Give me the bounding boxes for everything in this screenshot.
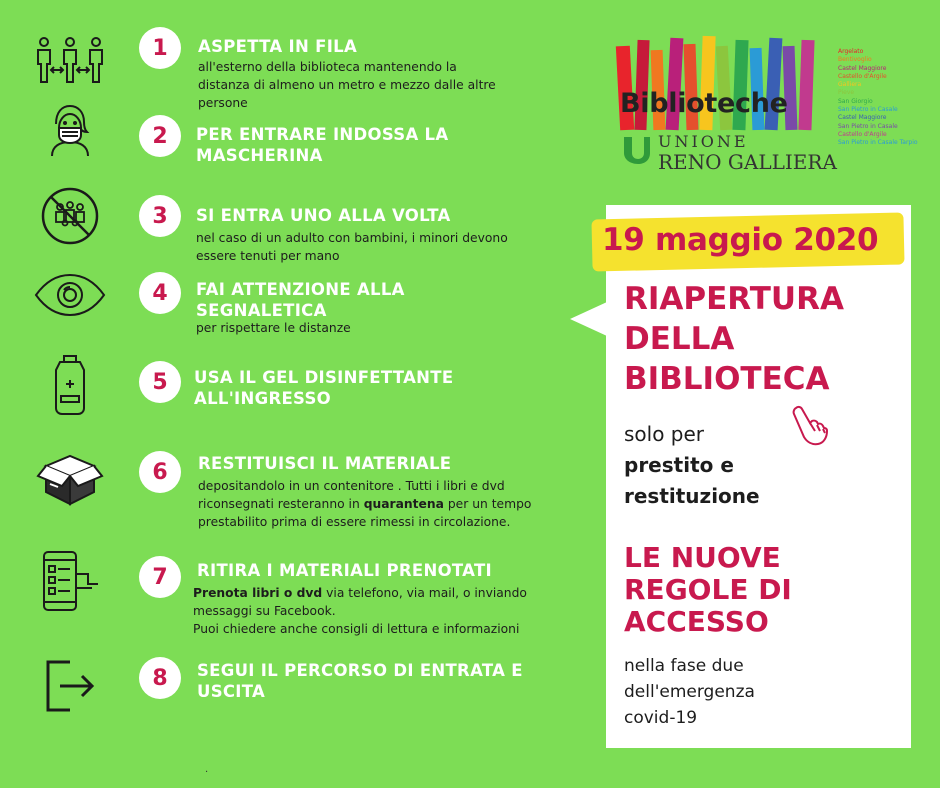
speech-bubble-tip xyxy=(570,302,607,336)
rule-title-6: RESTITUISCI IL MATERIALE xyxy=(198,454,452,473)
biblioteche-logo xyxy=(612,32,918,177)
card-heading2-line1: LE NUOVE xyxy=(624,541,781,574)
rule-desc-4: per rispettare le distanze xyxy=(196,321,351,335)
rule-number-5: 5 xyxy=(139,361,181,403)
municipality-list: Argelato Bentivoglio Castel Maggiore Castello d'Argile Galliera Pieve San Giorgio San Pietro in Casale Castel Maggiore San Pietro in Casale Castello d'Argile San Pietro in Casale Tarpio xyxy=(838,48,918,147)
exit-arrow-icon xyxy=(30,652,110,718)
rule-title-1: ASPETTA IN FILA xyxy=(198,37,358,56)
rule-title-8: SEGUI IL PERCORSO DI ENTRATA E USCITA xyxy=(197,661,523,701)
card-heading-line3: BIBLIOTECA xyxy=(624,361,830,397)
logo-brand-line1: UNIONE xyxy=(658,132,749,151)
rule-number-4: 4 xyxy=(139,272,181,314)
rule-number-7: 7 xyxy=(139,556,181,598)
queue-distance-icon xyxy=(30,28,110,94)
rule-desc-3: nel caso di un adulto con bambini, i minori devono essere tenuti per mano xyxy=(196,231,508,263)
logo-brand-line2: RENO GALLIERA xyxy=(658,150,837,174)
card-footer-line2: dell'emergenza xyxy=(624,682,755,702)
box-icon xyxy=(30,444,110,510)
rule-title-3: SI ENTRA UNO ALLA VOLTA xyxy=(196,206,451,225)
rule-title-2: PER ENTRARE INDOSSA LA MASCHERINA xyxy=(196,125,449,165)
eye-icon xyxy=(30,262,110,328)
rule-number-8: 8 xyxy=(139,657,181,699)
card-sub-bold2: restituzione xyxy=(624,484,760,508)
rule-number-1: 1 xyxy=(139,27,181,69)
rule-desc-1: all'esterno della biblioteca mantenendo la distanza di almeno un metro e mezzo dalle altre persone xyxy=(198,60,496,110)
card-footer-line1: nella fase due xyxy=(624,656,744,676)
rule-number-2: 2 xyxy=(139,115,181,157)
rule-title-4: FAI ATTENZIONE ALLA SEGNALETICA xyxy=(196,280,405,320)
card-heading2-line3: ACCESSO xyxy=(624,605,769,638)
stray-dot: . xyxy=(205,764,209,775)
unione-logo-mark xyxy=(622,135,652,165)
rule-desc-6: depositandolo in un contenitore . Tutti i libri e dvd riconsegnati resteranno in quarantena per un tempo prestabilito prima di essere rimessi in circolazione. xyxy=(198,479,532,529)
rule-number-3: 3 xyxy=(139,195,181,237)
no-crowd-icon xyxy=(30,183,110,249)
card-heading-line1: RIAPERTURA xyxy=(624,281,844,317)
pointing-hand-icon xyxy=(786,402,830,446)
card-sub-bold1: prestito e xyxy=(624,453,734,477)
rule-number-6: 6 xyxy=(139,451,181,493)
reopening-date: 19 maggio 2020 xyxy=(602,222,879,258)
rule-title-7: RITIRA I MATERIALI PRENOTATI xyxy=(197,561,492,580)
logo-title: Biblioteche xyxy=(620,88,788,119)
rule-title-5: USA IL GEL DISINFETTANTE ALL'INGRESSO xyxy=(194,368,454,408)
rule-desc-7: Prenota libri o dvd via telefono, via mail, o inviando messaggi su Facebook. Puoi chiedere anche consigli di lettura e informazioni xyxy=(193,586,527,636)
sanitizer-gel-icon xyxy=(30,352,110,418)
card-footer-line3: covid-19 xyxy=(624,708,698,728)
face-mask-icon xyxy=(30,98,110,164)
phone-list-icon xyxy=(30,548,110,614)
card-sub-plain: solo per xyxy=(624,422,705,446)
card-heading-line2: DELLA xyxy=(624,321,735,357)
card-heading2-line2: REGOLE DI xyxy=(624,573,792,606)
